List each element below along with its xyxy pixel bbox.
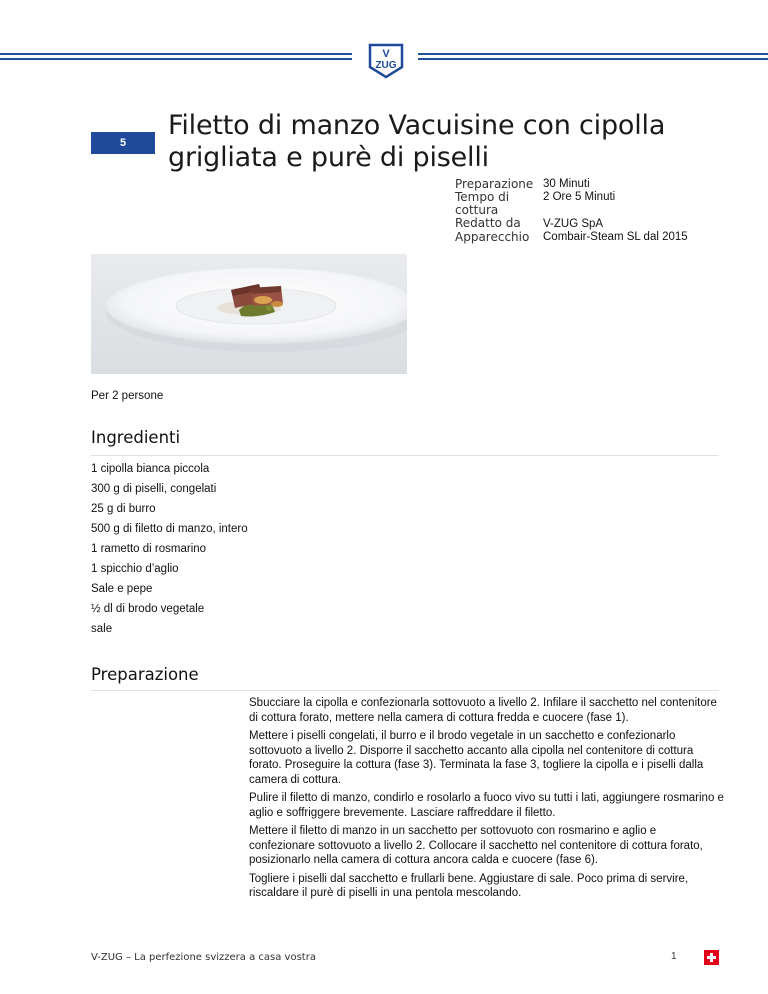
vzug-logo (362, 40, 409, 80)
swiss-flag-icon (704, 950, 719, 965)
ingredient-item: 300 g di piselli, congelati (91, 483, 217, 495)
page-number: 1 (671, 951, 677, 962)
meta-value: 2 Ore 5 Minuti (543, 191, 616, 203)
recipe-number: 5 (119, 137, 127, 149)
ingredient-item: 500 g di filetto di manzo, intero (91, 523, 248, 535)
meta-value: Combair-Steam SL dal 2015 (543, 231, 688, 243)
recipe-meta-table (455, 178, 725, 244)
ingredient-item: 25 g di burro (91, 503, 156, 515)
ingredients-divider (91, 455, 719, 456)
preparation-step: Sbucciare la cipolla e confezionarla sottovuoto a livello 2. Infilare il sacchetto nel contenitore di cottura forato, mettere nella camera di cottura fredda e cuocere (fase 1). (249, 697, 717, 724)
recipe-number-badge (91, 132, 155, 154)
recipe-title-line1: Filetto di manzo Vacuisine con cipolla (168, 110, 666, 141)
ingredient-item: ½ dl di brodo vegetale (91, 603, 205, 615)
preparation-step: Mettere i piselli congelati, il burro e il brodo vegetale in un sacchetto e confezionarlo sottovuoto a livello 2. Disporre il sacchetto accanto alla cipolla nel contenitore di cottura forato. Proseguire la cottura (fase 3). Terminata la fase 3, togliere la cipolla e i piselli dalla camera di cottura. (249, 730, 704, 786)
meta-label: Redatto da (455, 216, 521, 230)
ingredients-heading: Ingredienti (91, 428, 181, 447)
ingredients-list (91, 462, 248, 642)
preparation-steps (249, 696, 724, 905)
dish-photo (91, 254, 407, 374)
meta-label: Preparazione (455, 177, 534, 191)
logo-letter-v: V (381, 48, 390, 60)
meta-value: 30 Minuti (543, 178, 590, 190)
ingredient-item: Sale e pepe (91, 583, 153, 595)
recipe-title (168, 110, 668, 174)
portions-text: Per 2 persone (91, 390, 164, 402)
meta-row-cooking-time (455, 191, 725, 217)
ingredient-item: 1 cipolla bianca piccola (91, 463, 210, 475)
meta-value: V-ZUG SpA (543, 218, 604, 230)
footer-tagline: V-ZUG – La perfezione svizzera a casa vostra (91, 952, 316, 963)
recipe-title-line2: grigliata e purè di piselli (168, 142, 489, 173)
preparation-heading: Preparazione (91, 665, 199, 684)
ingredient-item: 1 rametto di rosmarino (91, 543, 207, 555)
preparation-divider (91, 690, 719, 691)
logo-word-zug: ZUG (374, 60, 397, 71)
meta-label: Tempo di cottura (455, 190, 510, 217)
ingredient-item: 1 spicchio d’aglio (91, 563, 179, 575)
meta-row-author (455, 217, 725, 231)
preparation-step: Mettere il filetto di manzo in un sacchetto per sottovuoto con rosmarino e aglio e confezionare sottovuoto a livello 2. Collocare il sacchetto nel contenitore di cottura forato, posizionarlo nella camera di cottura ancora calda e cuocere (fase 6). (249, 825, 703, 866)
meta-row-appliance (455, 231, 725, 244)
meta-label: Apparecchio (455, 230, 530, 244)
preparation-step: Togliere i piselli dal sacchetto e frullarli bene. Aggiustare di sale. Poco prima di servire, riscaldare il purè di piselli in una pentola mescolando. (249, 872, 689, 899)
preparation-step: Pulire il filetto di manzo, condirlo e rosolarlo a fuoco vivo su tutti i lati, aggiungere rosmarino e aglio e soffriggere brevemente. Lasciare raffreddare il filetto. (249, 792, 724, 819)
ingredient-item: sale (91, 623, 113, 635)
